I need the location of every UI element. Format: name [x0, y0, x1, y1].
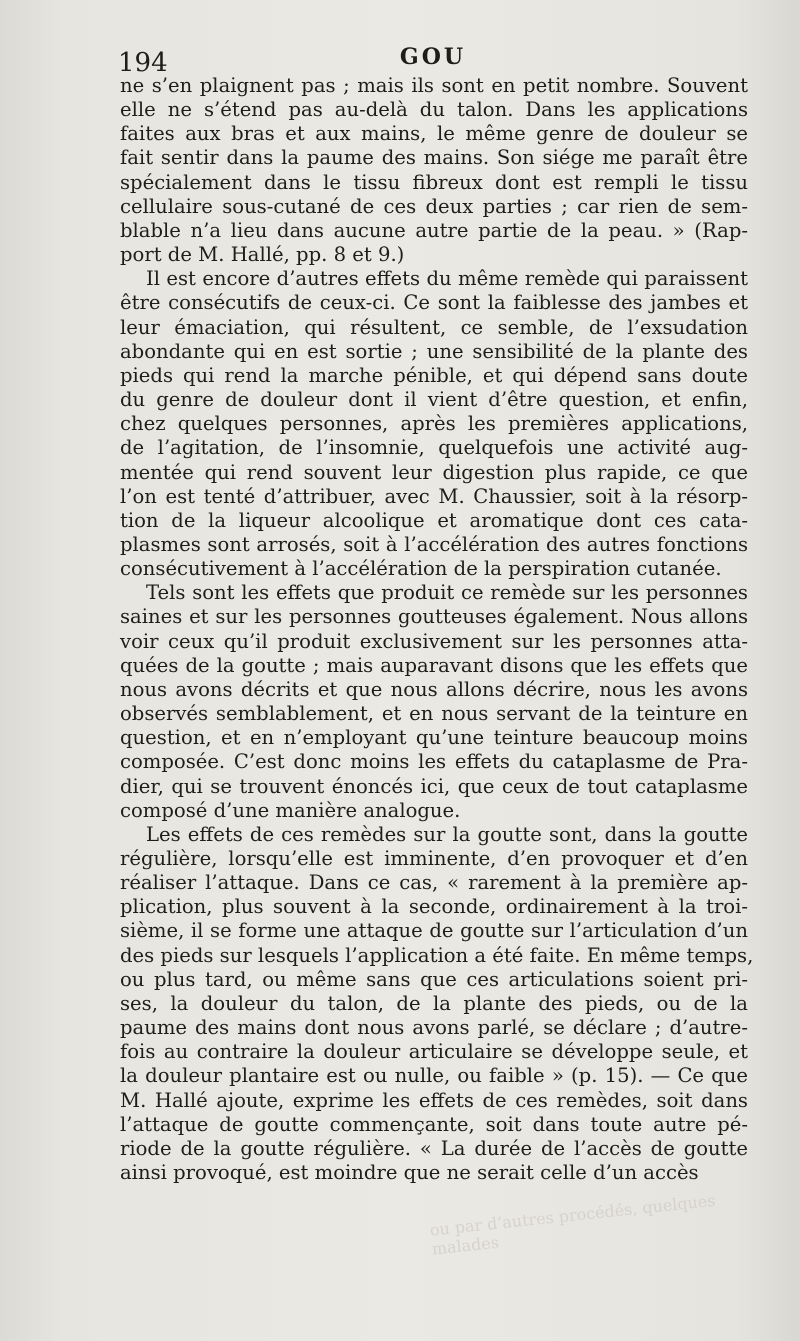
text-line: la douleur plantaire est ou nulle, ou faible » (p. 15). — Ce que	[120, 1064, 748, 1088]
bleed-through-text: ou par d’autres procédés, quelques malades	[428, 1190, 717, 1259]
text-line: l’attaque de goutte commençante, soit dans toute autre pé-	[120, 1112, 748, 1136]
text-line: réaliser l’attaque. Dans ce cas, « rarement à la première ap-	[120, 871, 748, 895]
text-line: sième, il se forme une attaque de goutte sur l’articulation d’un	[120, 919, 748, 943]
text-line: saines et sur les personnes goutteuses également. Nous allons	[120, 605, 748, 629]
text-line: de l’agitation, de l’insomnie, quelquefois une activité aug-	[120, 436, 748, 460]
text-line: ainsi provoqué, est moindre que ne serait celle d’un accès	[120, 1161, 699, 1185]
text-line: l’on est tenté d’attribuer, avec M. Chaussier, soit à la résorp-	[120, 484, 748, 508]
text-line: du genre de douleur dont il vient d’être question, et enfin,	[120, 388, 748, 412]
text-line: ne s’en plaignent pas ; mais ils sont en petit nombre. Souvent	[120, 74, 748, 97]
text-line: blable n’a lieu dans aucune autre partie de la peau. » (Rap-	[120, 218, 748, 242]
text-line: fait sentir dans la paume des mains. Son siége me paraît être	[120, 146, 748, 170]
text-line: abondante qui en est sortie ; une sensibilité de la plante des	[120, 339, 748, 363]
text-line: composée. C’est donc moins les effets du cataplasme de Pra-	[120, 750, 748, 774]
text-line: dier, qui se trouvent énoncés ici, que ceux de tout cataplasme	[120, 774, 748, 798]
text-line: régulière, lorsqu’elle est imminente, d’en provoquer et d’en	[120, 847, 748, 870]
paragraph-2	[120, 267, 748, 581]
text-line: nous avons décrits et que nous allons décrire, nous les avons	[120, 677, 748, 701]
text-line: cellulaire sous-cutané de ces deux parties ; car rien de sem-	[120, 194, 748, 218]
running-head: GOU	[399, 44, 467, 70]
text-line: des pieds sur lesquels l’application a été faite. En même temps,	[120, 943, 754, 967]
text-line: Il est encore d’autres effets du même remède qui paraissent	[146, 267, 748, 291]
text-line: observés semblablement, et en nous servant de la teinture en	[120, 702, 748, 726]
text-line: chez quelques personnes, après les premières applications,	[120, 412, 748, 436]
page-number: 194	[118, 48, 168, 78]
text-line: pieds qui rend la marche pénible, et qui dépend sans doute	[120, 363, 748, 387]
text-line: question, et en n’employant qu’une teinture beaucoup moins	[120, 726, 748, 750]
text-line: paume des mains dont nous avons parlé, se déclare ; d’autre-	[120, 1016, 748, 1040]
text-line: fois au contraire la douleur articulaire se développe seule, et	[120, 1040, 748, 1064]
text-line: Tels sont les effets que produit ce remède sur les personnes	[146, 581, 748, 605]
text-line: mentée qui rend souvent leur digestion plus rapide, ce que	[120, 460, 748, 484]
text-line: être consécutifs de ceux-ci. Ce sont la faiblesse des jambes et	[120, 291, 748, 315]
text-line: plasmes sont arrosés, soit à l’accélération des autres fonctions	[120, 532, 748, 556]
text-line: tion de la liqueur alcoolique et aromatique dont ces cata-	[120, 508, 748, 532]
paragraph-4	[120, 822, 754, 1185]
text-line: port de M. Hallé, pp. 8 et 9.)	[120, 243, 405, 267]
text-line: faites aux bras et aux mains, le même genre de douleur se	[120, 122, 748, 146]
text-line: plication, plus souvent à la seconde, ordinairement à la troi-	[120, 895, 748, 919]
text-line: M. Hallé ajoute, exprime les effets de ces remèdes, soit dans	[120, 1088, 748, 1112]
text-line: elle ne s’étend pas au-delà du talon. Dans les applications	[120, 98, 748, 122]
text-line: ou plus tard, ou même sans que ces articulations soient pri-	[120, 967, 748, 991]
text-line: voir ceux qu’il produit exclusivement sur les personnes atta-	[120, 629, 748, 653]
text-line: leur émaciation, qui résultent, ce semble, de l’exsudation	[120, 315, 748, 339]
paragraph-3	[120, 581, 748, 823]
text-line: Les effets de ces remèdes sur la goutte sont, dans la goutte	[146, 822, 748, 846]
body-text	[120, 74, 754, 1185]
text-line: riode de la goutte régulière. « La durée de l’accès de goutte	[120, 1136, 748, 1160]
text-line: ses, la douleur du talon, de la plante des pieds, ou de la	[120, 991, 748, 1015]
text-line: spécialement dans le tissu fibreux dont est rempli le tissu	[120, 170, 748, 194]
text-line: composé d’une manière analogue.	[120, 798, 461, 822]
paragraph-1	[120, 74, 748, 267]
text-line: quées de la goutte ; mais auparavant disons que les effets que	[120, 653, 748, 677]
text-line: consécutivement à l’accélération de la perspiration cutanée.	[120, 557, 722, 581]
